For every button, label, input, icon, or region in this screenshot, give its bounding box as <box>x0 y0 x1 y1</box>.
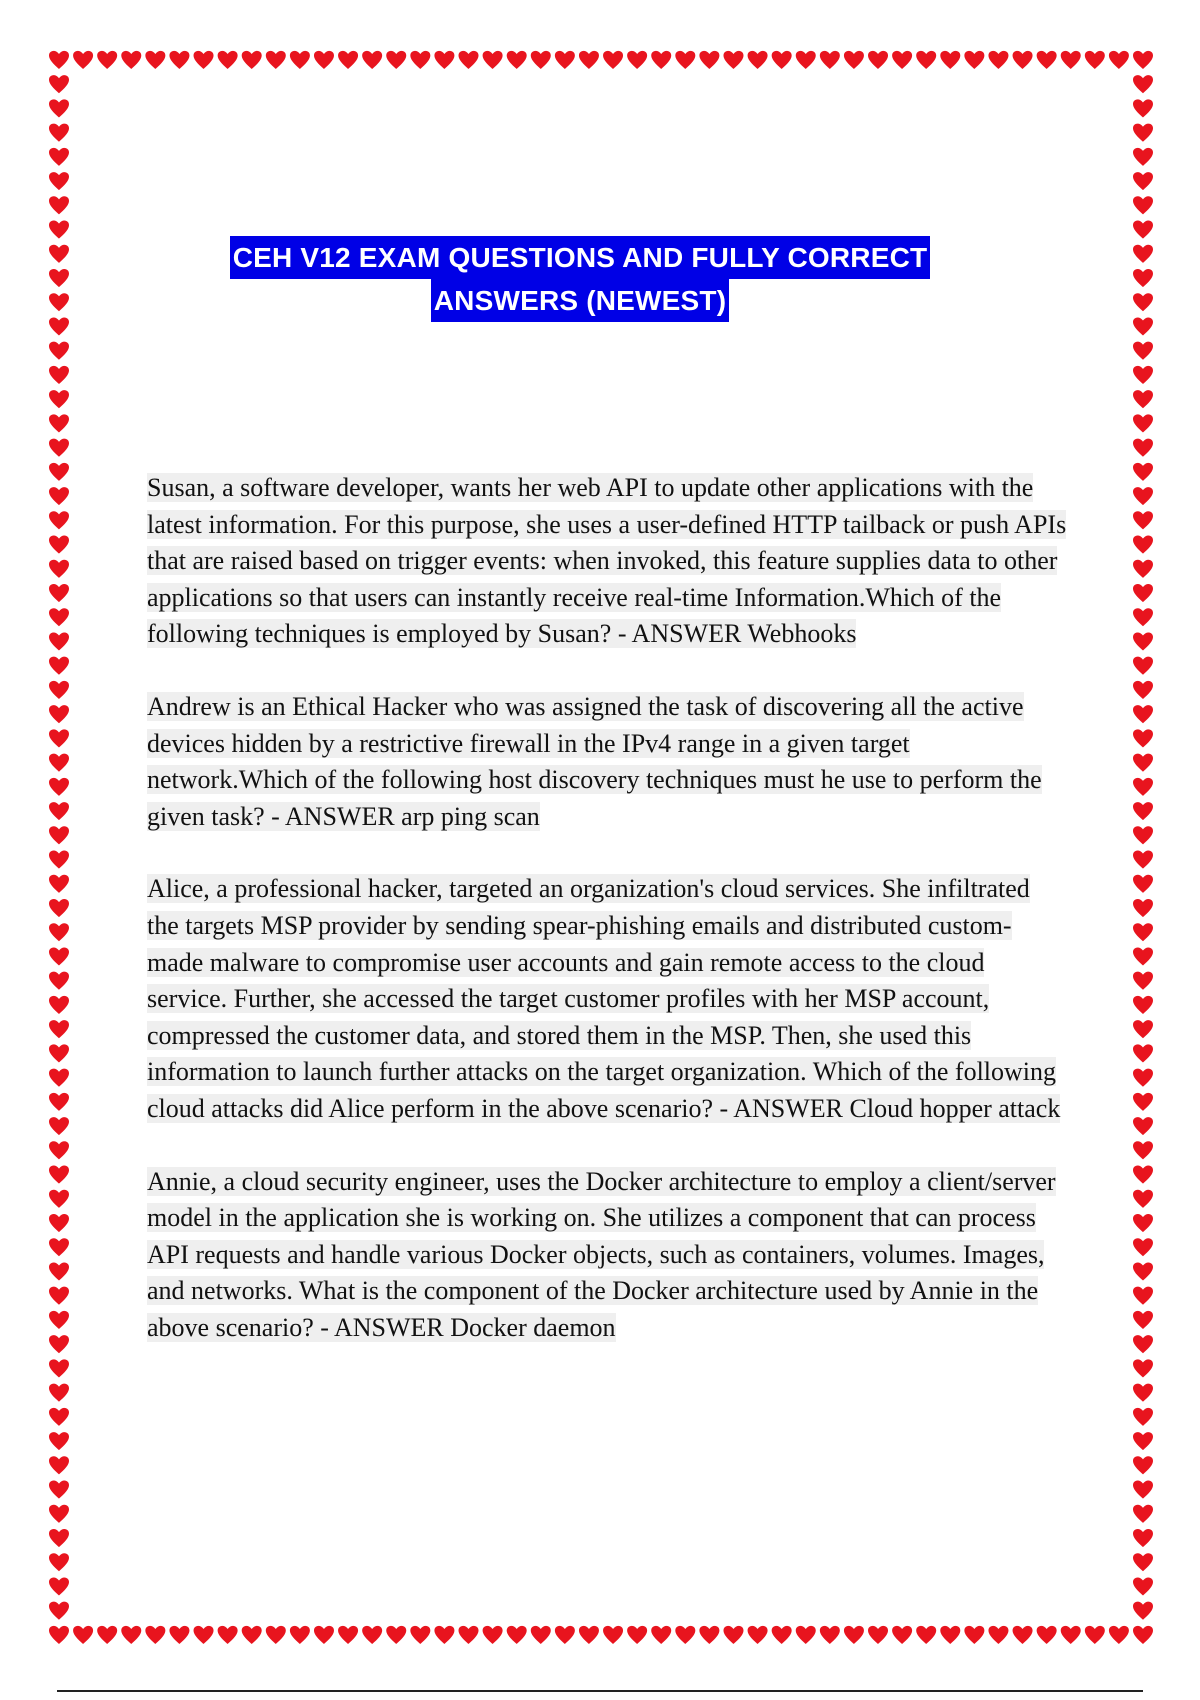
heart-ornament <box>49 875 69 893</box>
heart-ornament <box>49 899 69 917</box>
heart-ornament <box>1133 996 1153 1014</box>
question-text: Susan, a software developer, wants her web API to update other applications with the latest information. For this purpose, she uses a user-defined HTTP tailback or push APIs that are raised based on trigger events: when invoked, this feature supplies data to other applications so that users can instantly receive real-time Information.Which of the following techniques is employed by Susan? - ANSWER Webhooks <box>147 473 1067 649</box>
heart-ornament <box>49 1335 69 1353</box>
heart-ornament <box>1133 1141 1153 1159</box>
heart-ornament <box>49 947 69 965</box>
heart-ornament <box>49 778 69 796</box>
heart-ornament <box>1085 1626 1105 1644</box>
heart-ornament <box>49 972 69 990</box>
heart-ornament <box>49 536 69 554</box>
heart-ornament <box>49 1529 69 1547</box>
heart-ornament <box>483 51 503 69</box>
heart-ornament <box>651 1626 671 1644</box>
heart-ornament <box>266 51 286 69</box>
heart-ornament <box>338 51 358 69</box>
heart-ornament <box>1133 390 1153 408</box>
heart-ornament <box>314 51 334 69</box>
heart-ornament <box>49 1602 69 1620</box>
heart-ornament <box>49 560 69 578</box>
heart-ornament <box>1133 1577 1153 1595</box>
heart-ornament <box>49 1044 69 1062</box>
heart-ornament <box>49 1190 69 1208</box>
heart-ornament <box>844 51 864 69</box>
heart-ornament <box>194 51 214 69</box>
heart-ornament <box>1085 51 1105 69</box>
heart-ornament <box>49 1505 69 1523</box>
heart-ornament <box>868 1626 888 1644</box>
heart-ornament <box>748 1626 768 1644</box>
heart-ornament <box>555 1626 575 1644</box>
heart-ornament <box>49 1577 69 1595</box>
heart-ornament <box>49 1117 69 1135</box>
heart-ornament <box>940 51 960 69</box>
heart-ornament <box>1133 1529 1153 1547</box>
heart-ornament <box>868 51 888 69</box>
heart-ornament <box>1133 899 1153 917</box>
heart-ornament <box>242 1626 262 1644</box>
heart-ornament <box>49 1456 69 1474</box>
heart-ornament <box>579 1626 599 1644</box>
heart-ornament <box>338 1626 358 1644</box>
heart-ornament <box>49 414 69 432</box>
heart-ornament <box>49 851 69 869</box>
heart-ornament <box>675 51 695 69</box>
heart-ornament <box>1133 1166 1153 1184</box>
heart-ornament <box>73 51 93 69</box>
heart-ornament <box>723 51 743 69</box>
heart-ornament <box>49 1384 69 1402</box>
heart-ornament <box>1133 923 1153 941</box>
question-text: Alice, a professional hacker, targeted an organization's cloud services. She infiltrated the targets MSP provider by sending spear-phishing emails and distributed custom-made malware to compromise user accounts and gain remote access to the cloud service. Further, she accessed the target customer profiles with her MSP account, compressed the customer data, and stored them in the MSP. Then, she used this information to launch further attacks on the target organization. Which of the following cloud attacks did Alice perform in the above scenario? - ANSWER Cloud hopper attack <box>147 874 1061 1123</box>
heart-ornament <box>940 1626 960 1644</box>
heart-ornament <box>459 1626 479 1644</box>
question-item-3 <box>147 871 1067 1127</box>
heart-ornament <box>434 51 454 69</box>
heart-ornament <box>892 1626 912 1644</box>
heart-ornament <box>1037 51 1057 69</box>
heart-ornament <box>579 51 599 69</box>
heart-ornament <box>218 1626 238 1644</box>
heart-ornament <box>49 463 69 481</box>
heart-ornament <box>1013 1626 1033 1644</box>
heart-ornament <box>1133 414 1153 432</box>
heart-ornament <box>434 1626 454 1644</box>
heart-ornament <box>1133 1117 1153 1135</box>
heart-ornament <box>1133 1020 1153 1038</box>
heart-ornament <box>1133 463 1153 481</box>
heart-ornament <box>964 51 984 69</box>
page-bottom-rule <box>57 1690 1143 1692</box>
heart-ornament <box>49 729 69 747</box>
heart-ornament <box>1133 1214 1153 1232</box>
heart-ornament <box>916 1626 936 1644</box>
heart-ornament <box>1133 851 1153 869</box>
heart-ornament <box>1133 1335 1153 1353</box>
heart-ornament <box>362 1626 382 1644</box>
heart-ornament <box>1133 487 1153 505</box>
heart-ornament <box>1133 99 1153 117</box>
heart-ornament <box>1133 632 1153 650</box>
heart-ornament <box>218 51 238 69</box>
heart-ornament <box>699 1626 719 1644</box>
heart-ornament <box>49 390 69 408</box>
heart-ornament <box>49 1069 69 1087</box>
question-text: Annie, a cloud security engineer, uses the Docker architecture to employ a client/server model in the application she is working on. She utilizes a component that can process API requests and handle various Docker objects, such as containers, volumes. Images, and networks. What is the component of the Docker architecture used by Annie in the above scenario? - ANSWER Docker daemon <box>147 1166 1056 1342</box>
heart-ornament <box>49 923 69 941</box>
heart-ornament <box>49 1481 69 1499</box>
heart-ornament <box>892 51 912 69</box>
heart-ornament <box>194 1626 214 1644</box>
heart-ornament <box>49 1238 69 1256</box>
heart-ornament <box>531 51 551 69</box>
heart-ornament <box>675 1626 695 1644</box>
heart-ornament <box>49 487 69 505</box>
heart-ornament <box>844 1626 864 1644</box>
heart-ornament <box>49 1141 69 1159</box>
heart-ornament <box>1133 584 1153 602</box>
questions-list <box>147 470 1067 1382</box>
heart-ornament <box>627 1626 647 1644</box>
heart-ornament <box>49 681 69 699</box>
title-line-2: ANSWERS (NEWEST) <box>431 279 730 322</box>
heart-ornament <box>1133 1432 1153 1450</box>
heart-ornament <box>1133 1287 1153 1305</box>
heart-ornament <box>964 1626 984 1644</box>
heart-ornament <box>49 1287 69 1305</box>
heart-ornament <box>1133 148 1153 166</box>
heart-ornament <box>1109 51 1129 69</box>
heart-ornament <box>1133 1190 1153 1208</box>
heart-ornament <box>386 51 406 69</box>
question-item-2 <box>147 689 1067 835</box>
heart-ornament <box>796 1626 816 1644</box>
heart-ornament <box>1133 172 1153 190</box>
heart-ornament <box>1133 754 1153 772</box>
heart-ornament <box>555 51 575 69</box>
heart-ornament <box>1133 75 1153 93</box>
question-item-4 <box>147 1164 1067 1347</box>
heart-ornament <box>1133 511 1153 529</box>
heart-ornament <box>242 51 262 69</box>
heart-ornament <box>290 51 310 69</box>
heart-ornament <box>988 1626 1008 1644</box>
heart-ornament <box>49 584 69 602</box>
heart-ornament <box>49 1408 69 1426</box>
heart-ornament <box>1133 1093 1153 1111</box>
heart-ornament <box>1133 1626 1153 1644</box>
heart-ornament <box>49 99 69 117</box>
heart-ornament <box>1133 560 1153 578</box>
heart-ornament <box>916 51 936 69</box>
heart-ornament <box>1133 1505 1153 1523</box>
heart-ornament <box>1133 1384 1153 1402</box>
heart-ornament <box>49 1166 69 1184</box>
heart-ornament <box>49 1214 69 1232</box>
heart-ornament <box>49 826 69 844</box>
heart-ornament <box>1133 608 1153 626</box>
heart-ornament <box>49 366 69 384</box>
heart-ornament <box>49 1262 69 1280</box>
heart-ornament <box>1061 51 1081 69</box>
heart-ornament <box>1133 1456 1153 1474</box>
heart-ornament <box>748 51 768 69</box>
heart-ornament <box>820 51 840 69</box>
heart-ornament <box>49 802 69 820</box>
heart-ornament <box>266 1626 286 1644</box>
heart-ornament <box>49 632 69 650</box>
heart-ornament <box>1133 51 1153 69</box>
heart-ornament <box>1133 1262 1153 1280</box>
document-title <box>0 236 1160 322</box>
heart-ornament <box>1133 826 1153 844</box>
heart-ornament <box>1133 778 1153 796</box>
heart-ornament <box>49 1020 69 1038</box>
heart-ornament <box>796 51 816 69</box>
heart-ornament <box>121 51 141 69</box>
heart-ornament <box>1133 439 1153 457</box>
heart-ornament <box>49 1553 69 1571</box>
heart-ornament <box>1133 657 1153 675</box>
heart-ornament <box>772 1626 792 1644</box>
heart-ornament <box>49 148 69 166</box>
heart-ornament <box>1133 972 1153 990</box>
heart-ornament <box>1133 124 1153 142</box>
heart-ornament <box>49 51 69 69</box>
heart-ornament <box>1109 1626 1129 1644</box>
heart-ornament <box>459 51 479 69</box>
heart-ornament <box>49 1093 69 1111</box>
heart-ornament <box>1133 729 1153 747</box>
heart-ornament <box>603 51 623 69</box>
question-text: Andrew is an Ethical Hacker who was assigned the task of discovering all the active devices hidden by a restrictive firewall in the IPv4 range in a given target network.Which of the following host discovery techniques must he use to perform the given task? - ANSWER arp ping scan <box>147 691 1042 831</box>
heart-ornament <box>1061 1626 1081 1644</box>
heart-ornament <box>507 1626 527 1644</box>
heart-ornament <box>49 439 69 457</box>
heart-ornament <box>49 75 69 93</box>
heart-ornament <box>49 657 69 675</box>
heart-ornament <box>49 196 69 214</box>
heart-ornament <box>49 754 69 772</box>
heart-ornament <box>1133 875 1153 893</box>
heart-ornament <box>988 51 1008 69</box>
heart-ornament <box>169 1626 189 1644</box>
heart-ornament <box>1133 681 1153 699</box>
heart-ornament <box>1133 947 1153 965</box>
heart-ornament <box>145 1626 165 1644</box>
heart-ornament <box>290 1626 310 1644</box>
heart-ornament <box>314 1626 334 1644</box>
heart-ornament <box>627 51 647 69</box>
heart-ornament <box>410 51 430 69</box>
heart-ornament <box>49 705 69 723</box>
heart-ornament <box>410 1626 430 1644</box>
heart-ornament <box>49 1432 69 1450</box>
heart-ornament <box>699 51 719 69</box>
heart-ornament <box>531 1626 551 1644</box>
heart-ornament <box>386 1626 406 1644</box>
heart-ornament <box>97 51 117 69</box>
heart-ornament <box>49 608 69 626</box>
question-item-1 <box>147 470 1067 653</box>
title-line-1: CEH V12 EXAM QUESTIONS AND FULLY CORRECT <box>230 236 931 279</box>
heart-ornament <box>362 51 382 69</box>
heart-ornament <box>1133 366 1153 384</box>
heart-ornament <box>169 51 189 69</box>
heart-ornament <box>49 1626 69 1644</box>
heart-ornament <box>1133 1311 1153 1329</box>
heart-ornament <box>1133 536 1153 554</box>
heart-ornament <box>1133 705 1153 723</box>
heart-ornament <box>1013 51 1033 69</box>
heart-ornament <box>1133 1238 1153 1256</box>
heart-ornament <box>1133 342 1153 360</box>
heart-ornament <box>483 1626 503 1644</box>
heart-ornament <box>772 51 792 69</box>
heart-ornament <box>1133 1359 1153 1377</box>
heart-ornament <box>49 124 69 142</box>
heart-ornament <box>1037 1626 1057 1644</box>
heart-ornament <box>1133 1553 1153 1571</box>
heart-ornament <box>1133 1044 1153 1062</box>
heart-ornament <box>145 51 165 69</box>
heart-ornament <box>651 51 671 69</box>
heart-ornament <box>49 1359 69 1377</box>
heart-ornament <box>603 1626 623 1644</box>
heart-ornament <box>1133 802 1153 820</box>
heart-ornament <box>73 1626 93 1644</box>
heart-ornament <box>507 51 527 69</box>
heart-ornament <box>49 1311 69 1329</box>
heart-ornament <box>1133 1408 1153 1426</box>
heart-ornament <box>1133 1602 1153 1620</box>
heart-ornament <box>1133 1481 1153 1499</box>
heart-ornament <box>49 996 69 1014</box>
heart-ornament <box>1133 1069 1153 1087</box>
heart-ornament <box>49 342 69 360</box>
heart-ornament <box>820 1626 840 1644</box>
heart-ornament <box>1133 196 1153 214</box>
heart-ornament <box>723 1626 743 1644</box>
heart-ornament <box>49 511 69 529</box>
heart-ornament <box>121 1626 141 1644</box>
heart-ornament <box>49 172 69 190</box>
heart-ornament <box>97 1626 117 1644</box>
